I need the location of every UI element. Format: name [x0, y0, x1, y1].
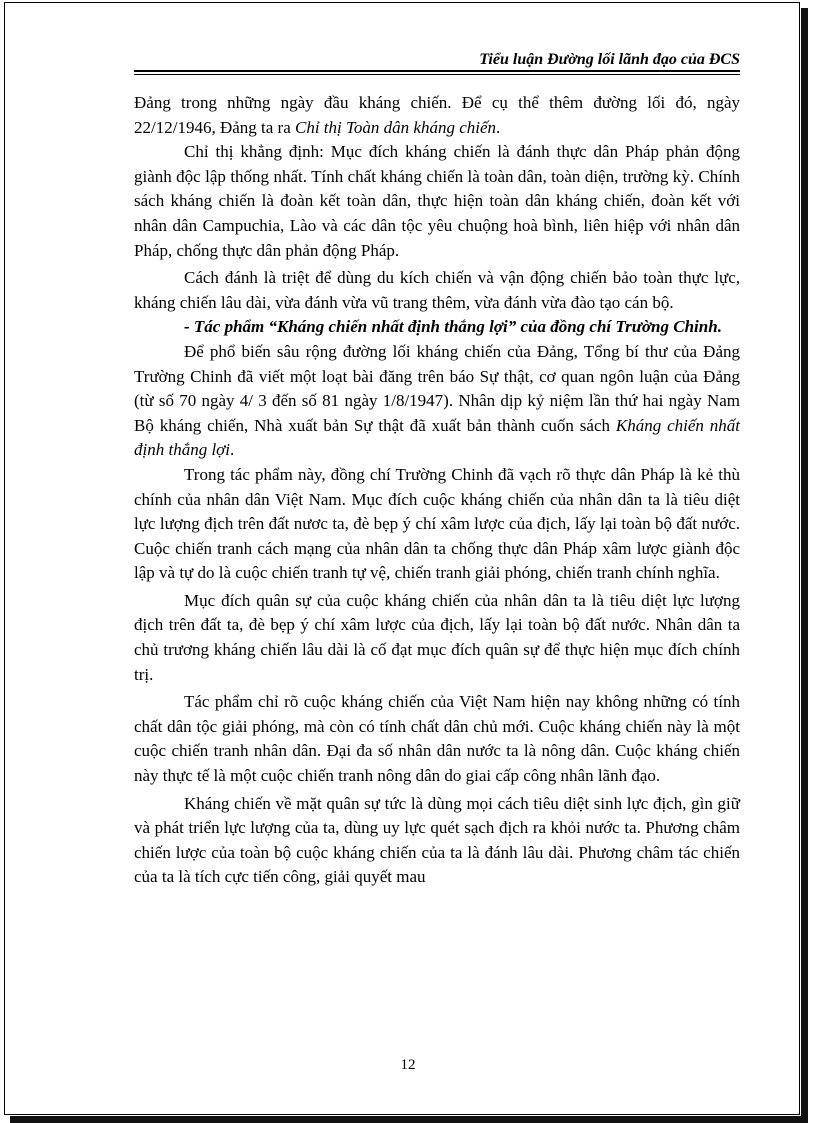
- paragraph: Cách đánh là triệt để dùng du kích chiến và vận động chiến bảo toàn thực lực, kháng chiến lâu dài, vừa đánh vừa vũ trang thêm, vừa đánh vừa đào tạo cán bộ.: [134, 268, 740, 312]
- page-shadow-right: [801, 8, 808, 1123]
- paragraph: Chỉ thị khẳng định: Mục đích kháng chiến là đánh thực dân Pháp phản động giành độc lập thống nhất. Tính chất kháng chiến là toàn dân, toàn diện, trường kỳ. Chính sách kháng chiến là đoàn kết toàn dân, thực hiện toàn dân kháng chiến, đoàn kết với nhân dân Campuchia, Lào và các dân tộc yêu chuộng hoà bình, liên hiệp với nhân dân Pháp, chống thực dân phản động Pháp.: [134, 142, 740, 260]
- section-heading: - Tác phẩm “Kháng chiến nhất định thắng lợi” của đồng chí Trường Chinh.: [184, 317, 722, 337]
- page-number: 12: [400, 1057, 416, 1073]
- paragraph: Đảng trong những ngày đầu kháng chiến. Để cụ thể thêm đường lối đó, ngày 22/12/1946, Đảng ta ra Chỉ thị Toàn dân kháng chiến.: [134, 93, 740, 137]
- document-title-italic: Chỉ thị Toàn dân kháng chiến: [295, 117, 497, 137]
- paragraph: Trong tác phẩm này, đồng chí Trường Chinh đã vạch rõ thực dân Pháp là kẻ thù chính của nhân dân Việt Nam. Mục đích cuộc kháng chiến của nhân dân ta là tiêu diệt lực lượng địch trên đất nươc ta, đè bẹp ý chí xâm lược của địch, lấy lại toàn bộ đất nước. Cuộc chiến tranh cách mạng của nhân dân ta chống thực dân Pháp xâm lược giành độc lập và tự do là cuộc chiến tranh tự vệ, chiến tranh giải phóng, chiến tranh chính nghĩa.: [134, 464, 740, 583]
- book-title-italic: Kháng chiến nhất định thắng lợi: [134, 415, 740, 460]
- body-text: [134, 91, 740, 890]
- running-header: Tiểu luận Đường lối lãnh đạo của ĐCS: [479, 51, 740, 68]
- paragraph: Tác phẩm chỉ rõ cuộc kháng chiến của Việt Nam hiện nay không những có tính chất dân tộc giải phóng, mà còn có tính chất dân chủ mới. Cuộc kháng chiến này là một cuộc chiến tranh nhân dân. Đại đa số nhân dân nước ta là nông dân. Cuộc kháng chiến này thực tế là một cuộc chiến tranh nông dân do giai cấp công nhân lãnh đạo.: [134, 692, 740, 786]
- paragraph: Kháng chiến về mặt quân sự tức là dùng mọi cách tiêu diệt sinh lực địch, gìn giữ và phát triển lực lượng của ta, dùng uy lực quét sạch địch ra khỏi nước ta. Phương châm chiến lược của toàn bộ cuộc kháng chiến của ta là đánh lâu dài. Phương châm tác chiến của ta là tích cực tiến công, giải quyết mau: [134, 793, 740, 887]
- page-shadow-bottom: [10, 1116, 808, 1123]
- header-rule: [134, 70, 740, 72]
- paragraph: Mục đích quân sự của cuộc kháng chiến của nhân dân ta là tiêu diệt lực lượng địch trên đất ta, đè bẹp ý chí xâm lược của địch, lấy lại toàn bộ đất nước. Nhân dân ta chủ trương kháng chiến lâu dài là cố đạt mục đích quân sự để thực hiện mục đích chính trị.: [134, 590, 740, 684]
- header-rule-thin: [134, 74, 740, 75]
- paragraph: Để phổ biến sâu rộng đường lối kháng chiến của Đảng, Tổng bí thư của Đảng Trường Chinh đã viết một loạt bài đăng trên báo Sự thật, cơ quan ngôn luận của Đảng (từ số 70 ngày 4/ 3 đến số 81 ngày 1/8/1947). Nhân dịp kỷ niệm lần thứ hai ngày Nam Bộ kháng chiến, Nhà xuất bản Sự thật đã xuất bản thành cuốn sách Kháng chiến nhất định thắng lợi.: [134, 341, 740, 460]
